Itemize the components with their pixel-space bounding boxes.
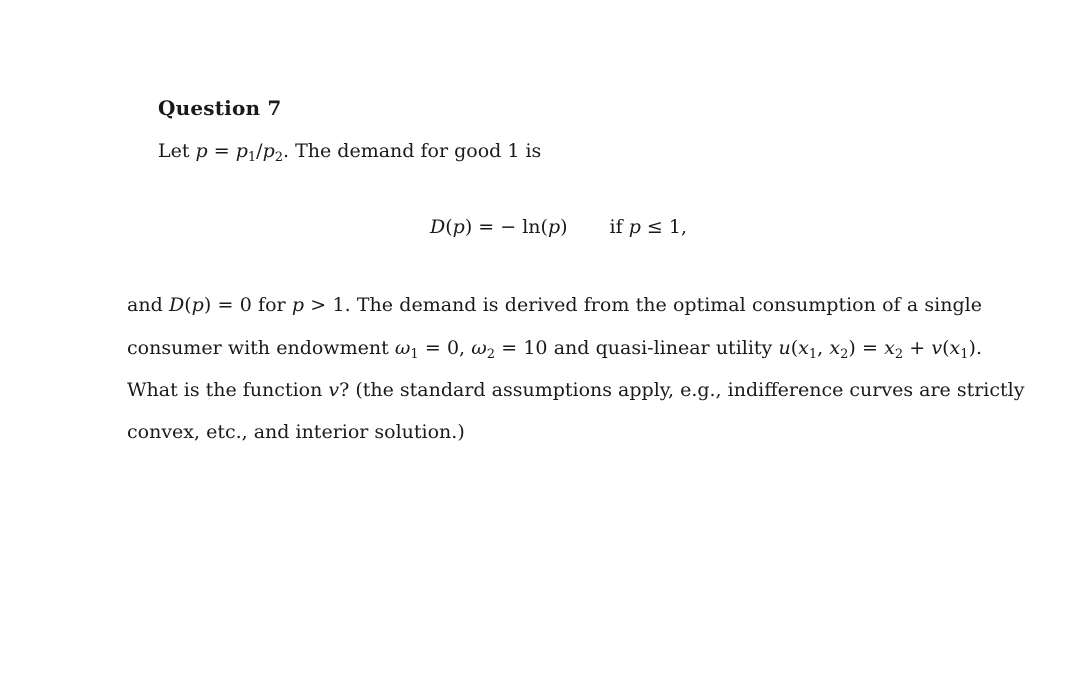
equation-condition: if p ≤ 1,	[609, 216, 687, 238]
demand-equation: D(p) = − ln(p) if p ≤ 1,	[430, 216, 687, 238]
body-line-1: and D(p) = 0 for p > 1. The demand is derived from the optimal consumption of a single	[127, 294, 982, 316]
body-line-4: convex, etc., and interior solution.)	[127, 421, 465, 443]
body-line-3: What is the function v? (the standard assumptions apply, e.g., indifference curves are strictly	[127, 379, 1025, 401]
body-line-2: consumer with endowment $\omega_1 = 0$, $\omega_2 = 10$ and quasi-linear utility $u(x_1$, $x_2) = x_2 + v(x_1)$.	[127, 337, 982, 362]
question-intro: Let $p = p_1/p_2$. The demand for good 1 is	[158, 140, 542, 165]
question-heading: Question 7	[158, 96, 282, 120]
